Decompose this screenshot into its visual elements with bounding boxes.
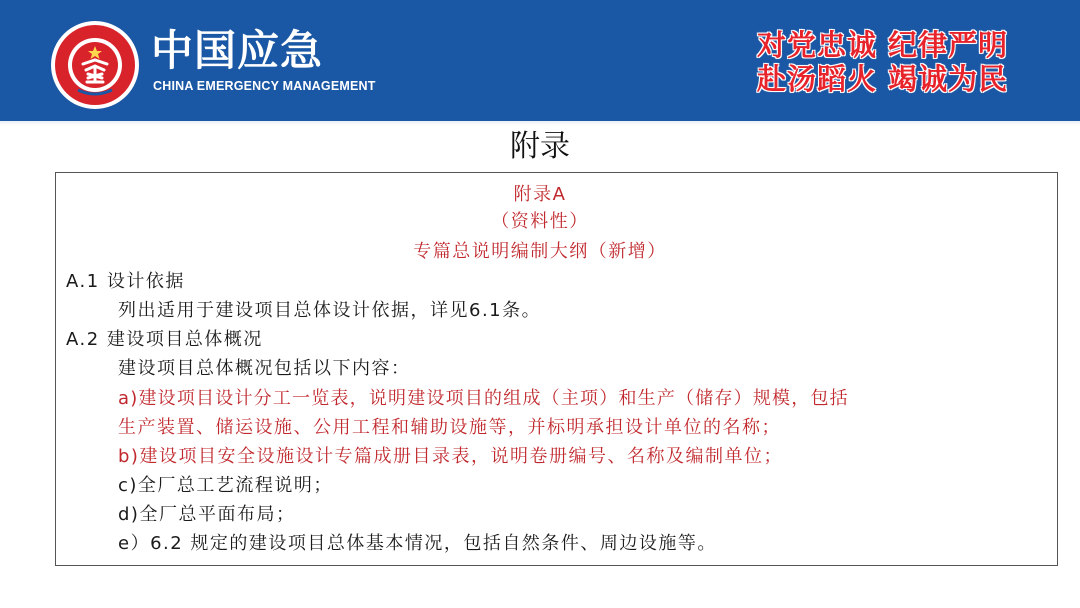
appendix-title: 专篇总说明编制大纲（新增） — [413, 241, 667, 262]
brand-name-en: CHINA EMERGENCY MANAGEMENT — [153, 79, 376, 93]
header-banner — [0, 0, 1080, 121]
slogan-line-2: 赴汤蹈火 竭诚为民 — [757, 62, 1009, 96]
list-item-a-line-2: 生产装置、储运设施、公用工程和辅助设施等，并标明承担设计单位的名称； — [118, 417, 781, 438]
section-a1-body: 列出适用于建设项目总体设计依据，详见6.1条。 — [118, 300, 542, 321]
appendix-subheading: （资料性） — [491, 211, 589, 232]
list-item-b: b)建设项目安全设施设计专篇成册目录表，说明卷册编号、名称及编制单位； — [118, 446, 783, 467]
list-item-a-line-1: a)建设项目设计分工一览表，说明建设项目的组成（主项）和生产（储存）规模，包括 — [118, 388, 849, 409]
brand-name-cn: 中国应急 — [151, 26, 324, 75]
section-a2-intro: 建设项目总体概况包括以下内容： — [118, 358, 411, 379]
section-a2-heading: A.2 建设项目总体概况 — [66, 329, 263, 350]
appendix-heading: 附录A — [513, 184, 567, 205]
section-a1-heading: A.1 设计依据 — [66, 271, 185, 292]
list-item-d: d)全厂总平面布局； — [118, 504, 296, 525]
slogan-line-1: 对党忠诚 纪律严明 — [757, 28, 1009, 62]
list-item-c: c)全厂总工艺流程说明； — [118, 475, 333, 496]
header-divider — [0, 121, 1080, 125]
emergency-management-emblem-icon — [50, 20, 140, 110]
list-item-e: e）6.2 规定的建设项目总体基本情况，包括自然条件、周边设施等。 — [118, 533, 717, 554]
page-title: 附录 — [510, 129, 570, 164]
